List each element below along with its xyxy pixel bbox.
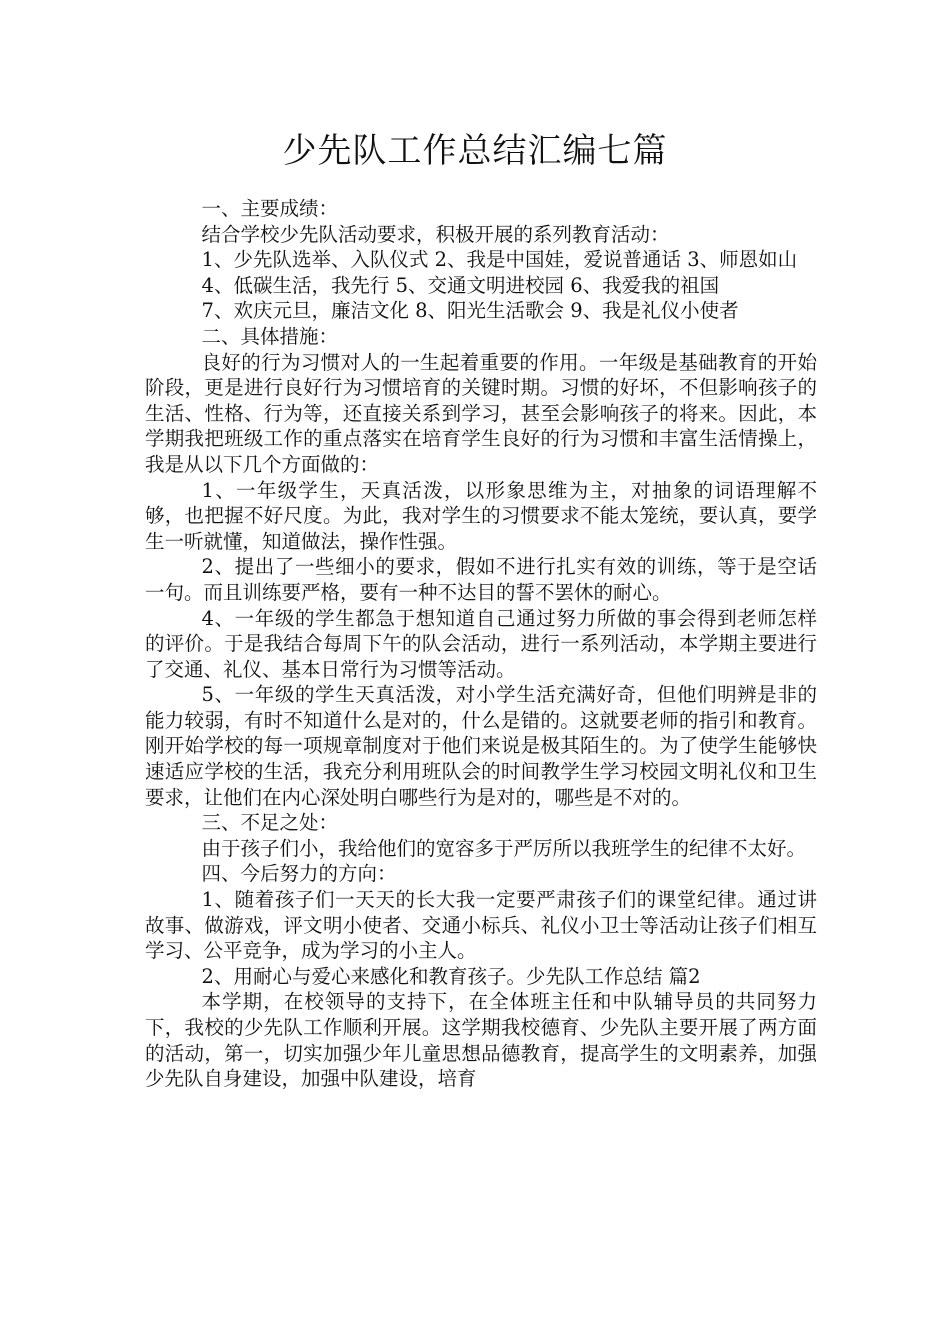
paragraph: 1、一年级学生，天真活泼，以形象思维为主，对抽象的词语理解不够，也把握不好尺度。为此，我对学生的习惯要求不能太笼统，要认真，要学生一听就懂，知道做法，操作性强。 [145,478,817,553]
paragraph: 2、提出了一些细小的要求，假如不进行扎实有效的训练，等于是空话一句。而且训练要严格，要有一种不达目的誓不罢休的耐心。 [145,555,817,604]
paragraph: 本学期，在校领导的支持下，在全体班主任和中队辅导员的共同努力下，我校的少先队工作顺利开展。这学期我校德育、少先队主要开展了两方面的活动，第一，切实加强少年儿童思想品德教育，提高学生的文明素养，加强少先队自身建设，加强中队建设，培育 [145,990,817,1091]
activity-list-item: 1、少先队选举、入队仪式 2、我是中国娃，爱说普通话 3、师恩如山 [201,248,798,272]
section-heading: 二、具体措施： [201,324,339,348]
document-title: 少先队工作总结汇编七篇 [282,131,668,171]
section-heading: 四、今后努力的方向： [201,862,397,886]
section-heading: 三、不足之处： [201,811,339,835]
activity-list-item: 4、低碳生活，我先行 5、交通文明进校园 6、我爱我的祖国 [201,273,720,297]
paragraph: 1、随着孩子们一天天的长大我一定要严肃孩子们的课堂纪律。通过讲故事、做游戏，评文明小使者、交通小标兵、礼仪小卫士等活动让孩子们相互学习、公平竞争，成为学习的小主人。 [145,888,817,963]
activity-list-item: 7、欢庆元旦，廉洁文化 8、阳光生活歌会 9、我是礼仪小使者 [201,299,739,323]
paragraph: 2、用耐心与爱心来感化和教育孩子。少先队工作总结 篇2 [201,964,701,988]
section-heading: 一、主要成绩： [201,197,339,220]
document-body [145,196,817,1092]
paragraph: 良好的行为习惯对人的一生起着重要的作用。一年级是基础教育的开始阶段，更是进行良好行为习惯培育的关键时期。习惯的好坏，不但影响孩子的生活、性格、行为等，还直接关系到学习，甚至会影响孩子的将来。因此，本学期我把班级工作的重点落实在培育学生良好的行为习惯和丰富生活情操上，我是从以下几个方面做的： [145,350,817,476]
paragraph: 5、一年级的学生天真活泼，对小学生活充满好奇，但他们明辨是非的能力较弱，有时不知道什么是对的，什么是错的。这就要老师的指引和教育。刚开始学校的每一项规章制度对于他们来说是极其陌生的。为了使学生能够快速适应学校的生活，我充分利用班队会的时间教学生学习校园文明礼仪和卫生要求，让他们在内心深处明白哪些行为是对的，哪些是不对的。 [145,683,817,809]
paragraph: 结合学校少先队活动要求，积极开展的系列教育活动： [201,222,670,246]
paragraph: 4、一年级的学生都急于想知道自己通过努力所做的事会得到老师怎样的评价。于是我结合每周下午的队会活动，进行一系列活动，本学期主要进行了交通、礼仪、基本日常行为习惯等活动。 [145,606,817,681]
paragraph: 由于孩子们小，我给他们的宽容多于严厉所以我班学生的纪律不太好。 [201,836,807,860]
